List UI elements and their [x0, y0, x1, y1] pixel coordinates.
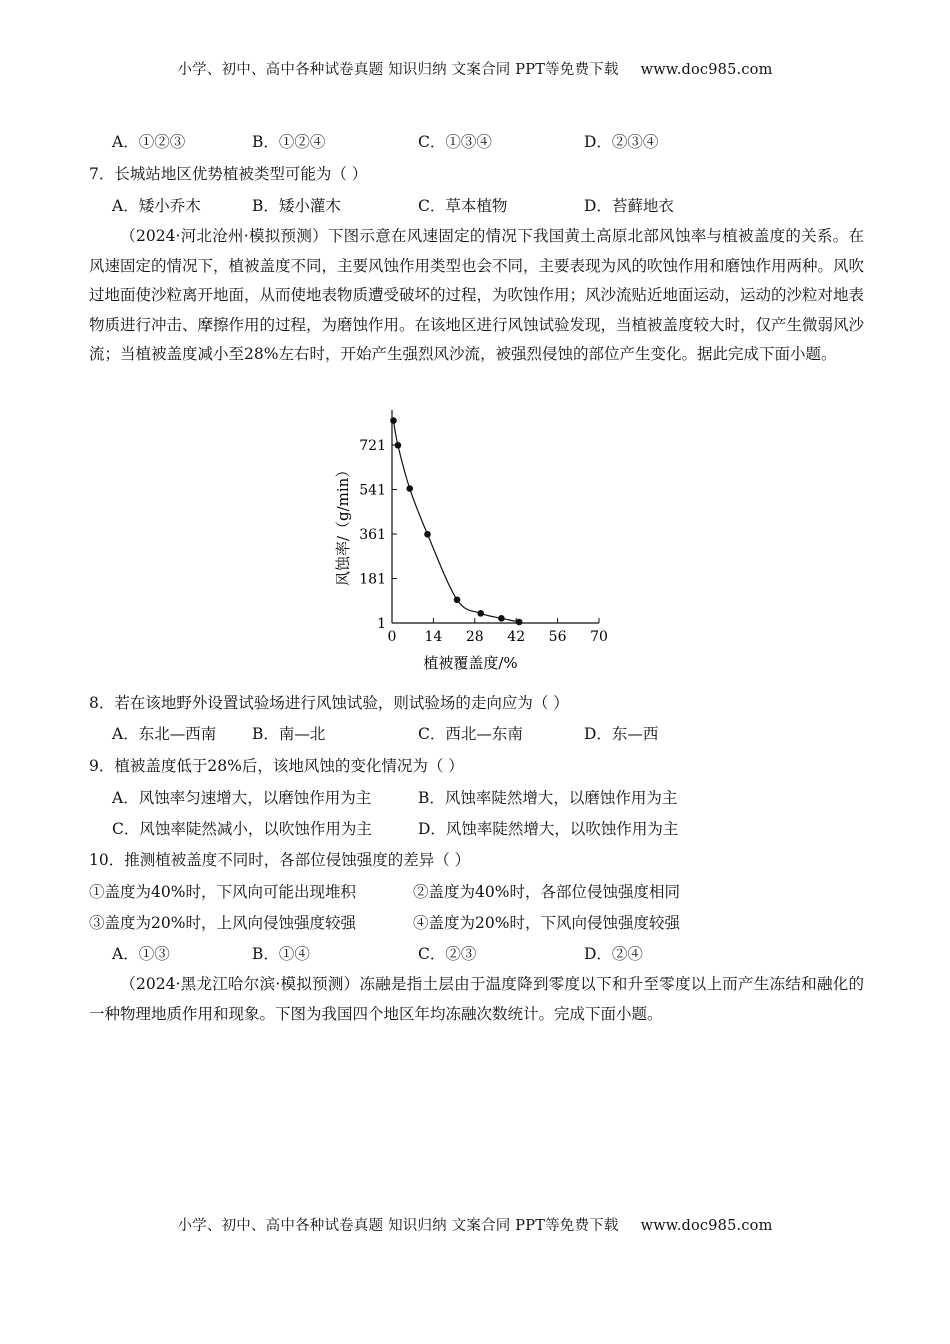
- erosion-curve: [393, 421, 519, 622]
- y-tick-label: 721: [359, 438, 386, 454]
- y-tick-label: 1: [377, 616, 386, 632]
- q10-option-d: D．②④: [584, 945, 643, 963]
- q10-statement-4: ④盖度为20%时，下风向侵蚀强度较强: [413, 914, 680, 932]
- q9-option-d: D．风蚀率陡然增大，以吹蚀作用为主: [418, 820, 679, 838]
- x-tick-label: 56: [548, 629, 567, 645]
- footer-site: www.doc985.com: [640, 1218, 773, 1234]
- data-point: [406, 485, 413, 492]
- q9-option-a: A．风蚀率匀速增大，以磨蚀作用为主: [112, 789, 372, 807]
- q6-option-a: A．①②③: [112, 133, 186, 151]
- data-point: [516, 619, 523, 626]
- data-point: [424, 531, 431, 538]
- q10-stem: 10．推测植被盖度不同时，各部位侵蚀强度的差异（ ）: [89, 851, 471, 869]
- x-tick-label: 42: [507, 629, 526, 645]
- q10-statement-1: ①盖度为40%时，下风向可能出现堆积: [89, 883, 356, 901]
- q7-stem: 7．长城站地区优势植被类型可能为（ ）: [89, 165, 368, 183]
- q9-option-c: C．风蚀率陡然减小，以吹蚀作用为主: [112, 820, 372, 838]
- erosion-chart: [0, 390, 950, 680]
- y-axis-label: 风蚀率/（g/min）: [334, 462, 352, 587]
- q8-option-d: D．东—西: [584, 725, 659, 743]
- q10-statement-3: ③盖度为20%时，上风向侵蚀强度较强: [89, 914, 356, 932]
- q10-option-b: B．①④: [252, 945, 310, 963]
- data-point: [477, 610, 484, 617]
- q6-option-d: D．②③④: [584, 133, 659, 151]
- q7-option-d: D．苔藓地衣: [584, 197, 674, 215]
- x-tick-label: 0: [387, 629, 397, 645]
- q6-option-b: B．①②④: [252, 133, 326, 151]
- q8-option-b: B．南—北: [252, 725, 326, 743]
- x-axis-label: 植被覆盖度/%: [423, 654, 518, 672]
- q9-option-b: B．风蚀率陡然增大，以磨蚀作用为主: [418, 789, 678, 807]
- x-tick-label: 28: [465, 629, 484, 645]
- passage-1: [89, 222, 864, 370]
- header-site: www.doc985.com: [640, 62, 773, 78]
- q10-statement-2: ②盖度为40%时，各部位侵蚀强度相同: [413, 883, 680, 901]
- data-point: [390, 417, 397, 424]
- x-tick-label: 70: [590, 629, 608, 645]
- passage-1-text: （2024·河北沧州·模拟预测）下图示意在风速固定的情况下我国黄土高原北部风蚀率与植被盖度的关系。在风速固定的情况下，植被盖度不同，主要风蚀作用类型也会不同，主要表现为风的吹蚀作用和磨蚀作用两种。风吹过地面使沙粒离开地面，从而使地表物质遭受破坏的过程，为吹蚀作用；风沙流贴近地面运动，运动的沙粒对地表物质进行冲击、摩擦作用的过程，为磨蚀作用。在该地区进行风蚀试验发现，当植被盖度较大时，仅产生微弱风沙流；当植被盖度减小至28%左右时，开始产生强烈风沙流，被强烈侵蚀的部位产生变化。据此完成下面小题。: [89, 227, 865, 363]
- q10-option-c: C．②③: [418, 945, 477, 963]
- data-point: [454, 596, 461, 603]
- y-tick-label: 181: [359, 571, 386, 588]
- q8-option-a: A．东北—西南: [112, 725, 217, 743]
- y-tick-label: 361: [359, 527, 386, 543]
- q7-option-a: A．矮小乔木: [112, 197, 201, 215]
- data-point: [395, 442, 402, 449]
- passage-2-text: （2024·黑龙江哈尔滨·模拟预测）冻融是指土层由于温度降到零度以下和升至零度以上而产生冻结和融化的一种物理地质作用和现象。下图为我国四个地区年均冻融次数统计。完成下面小题。: [89, 975, 864, 1023]
- q10-option-a: A．①③: [112, 945, 170, 963]
- q7-option-c: C．草本植物: [418, 197, 508, 215]
- data-point: [498, 615, 505, 622]
- footer-text: 小学、初中、高中各种试卷真题 知识归纳 文案合同 PPT等免费下载: [177, 1218, 619, 1234]
- q9-stem: 9．植被盖度低于28%后，该地风蚀的变化情况为（ ）: [89, 757, 464, 775]
- passage-2: [89, 970, 864, 1029]
- q6-option-c: C．①③④: [418, 133, 492, 151]
- q8-option-c: C．西北—东南: [418, 725, 523, 743]
- q7-option-b: B．矮小灌木: [252, 197, 341, 215]
- page-footer: [0, 1214, 950, 1235]
- y-tick-label: 541: [359, 482, 386, 499]
- page-header: [0, 58, 950, 79]
- q8-stem: 8．若在该地野外设置试验场进行风蚀试验，则试验场的走向应为（ ）: [89, 694, 569, 712]
- header-text: 小学、初中、高中各种试卷真题 知识归纳 文案合同 PPT等免费下载: [177, 62, 619, 78]
- x-tick-label: 14: [424, 629, 443, 645]
